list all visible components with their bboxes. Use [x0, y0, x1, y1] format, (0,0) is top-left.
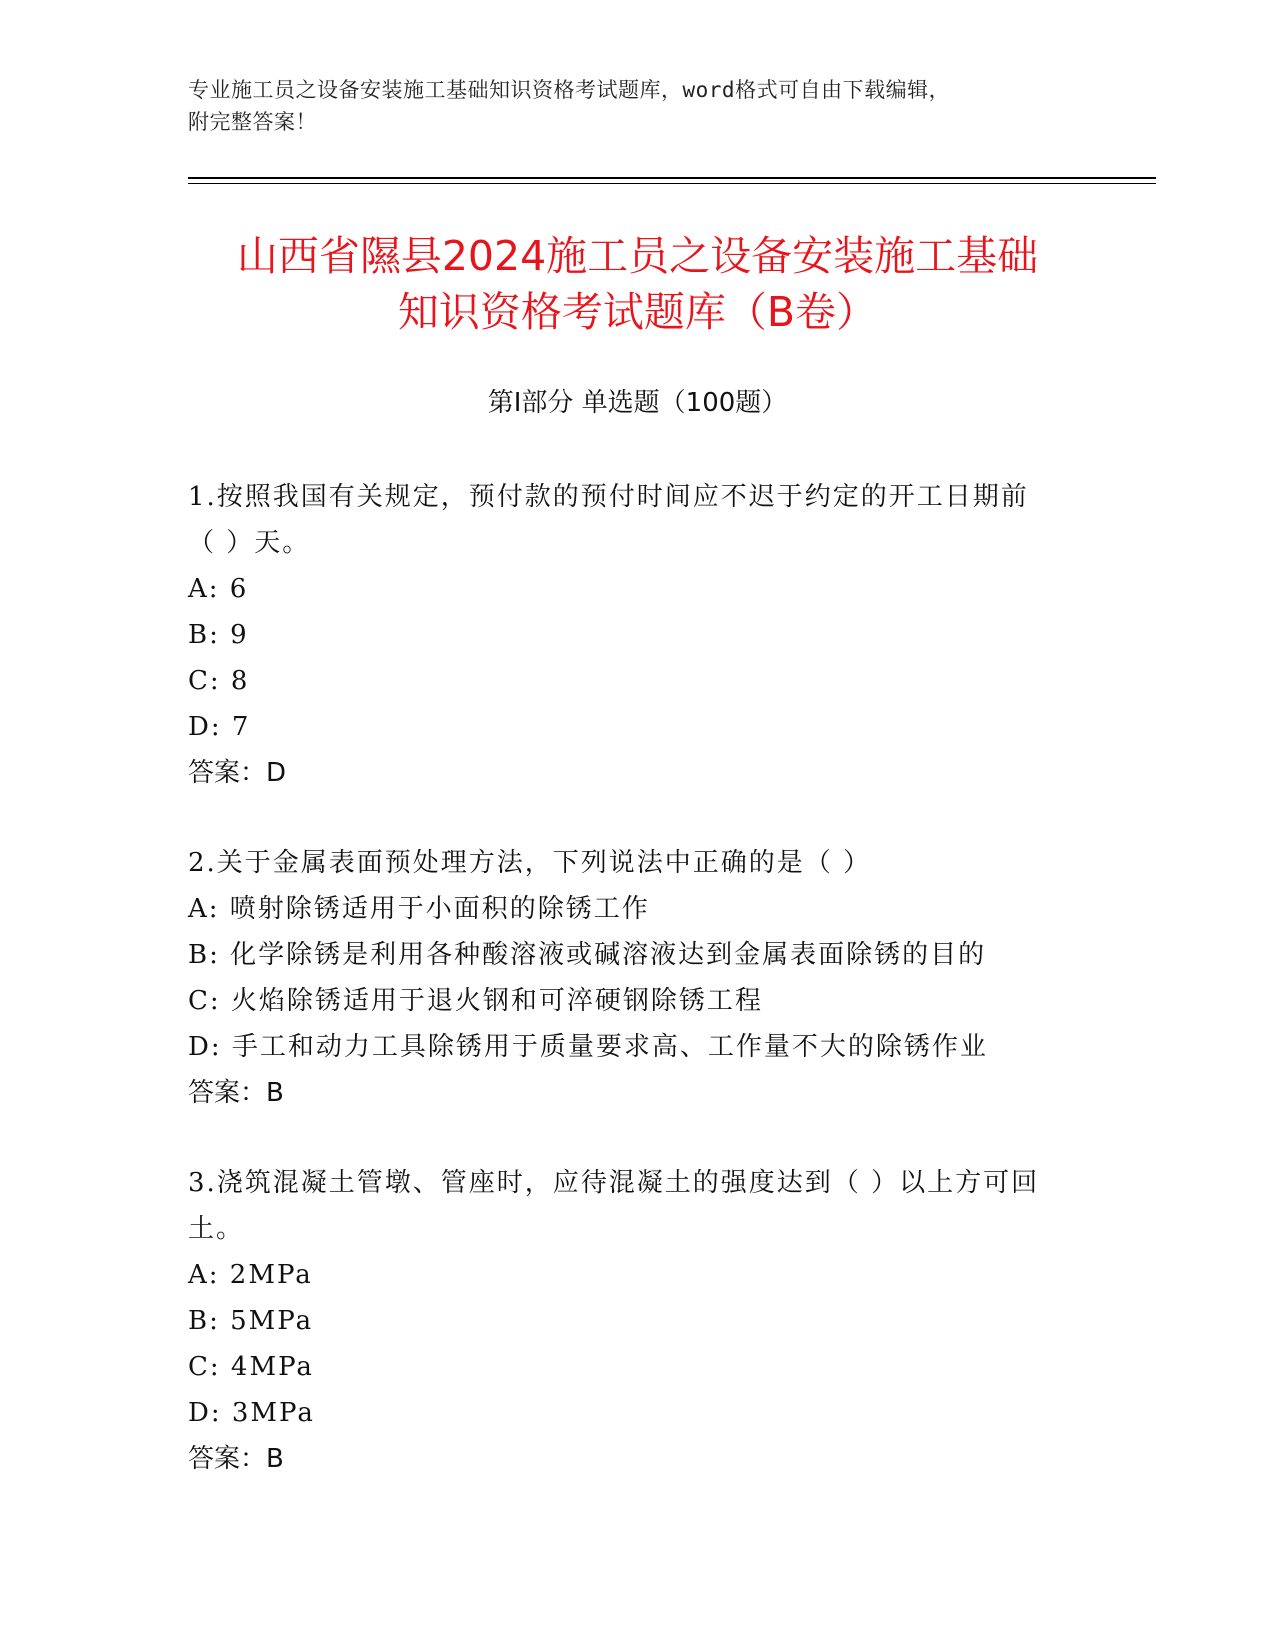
- question-3: [188, 1160, 1088, 1482]
- document-title-line-1: 山西省隰县2024施工员之设备安装施工基础: [236, 232, 1039, 280]
- question-1: [188, 474, 1088, 796]
- option-a: A: 2MPa: [188, 1260, 313, 1290]
- option-c: C: 4MPa: [188, 1352, 314, 1382]
- option-c: C: 火焰除锈适用于退火钢和可淬硬钢除锈工程: [188, 986, 763, 1016]
- question-stem: 2.关于金属表面预处理方法，下列说法中正确的是（ ）: [188, 848, 872, 878]
- option-b: B: 5MPa: [188, 1306, 314, 1336]
- question-stem: 3.浇筑混凝土管墩、管座时，应待混凝土的强度达到（ ）以上方可回: [188, 1168, 1040, 1198]
- section-title: 第Ⅰ部分 单选题（100题）: [487, 388, 788, 418]
- header-note-line-2: 附完整答案！: [188, 110, 317, 134]
- option-d: D: 手工和动力工具除锈用于质量要求高、工作量不大的除锈作业: [188, 1032, 988, 1062]
- header-note-line-1: 专业施工员之设备安装施工基础知识资格考试题库，word格式可自由下载编辑，: [188, 78, 951, 102]
- header-rule-thin: [188, 183, 1156, 184]
- option-d: D: 3MPa: [188, 1398, 315, 1428]
- question-list: [188, 474, 1088, 1526]
- answer: 答案：D: [188, 758, 287, 788]
- header-rule-thick: [188, 177, 1156, 179]
- question-stem-continued: 土。: [188, 1214, 245, 1244]
- answer: 答案：B: [188, 1444, 284, 1474]
- answer: 答案：B: [188, 1078, 284, 1108]
- option-b: B: 化学除锈是利用各种酸溶液或碱溶液达到金属表面除锈的目的: [188, 940, 987, 970]
- question-stem-continued: （ ）天。: [188, 528, 311, 558]
- option-a: A: 喷射除锈适用于小面积的除锈工作: [188, 894, 650, 924]
- question-stem: 1.按照我国有关规定，预付款的预付时间应不迟于约定的开工日期前: [188, 482, 1029, 512]
- option-d: D: 7: [188, 712, 251, 742]
- question-2: [188, 840, 1088, 1116]
- option-a: A: 6: [188, 574, 249, 604]
- option-b: B: 9: [188, 620, 249, 650]
- option-c: C: 8: [188, 666, 250, 696]
- document-title-line-2: 知识资格考试题库（B卷）: [397, 288, 878, 336]
- document-title: [170, 228, 1105, 340]
- header-note: [188, 74, 1068, 138]
